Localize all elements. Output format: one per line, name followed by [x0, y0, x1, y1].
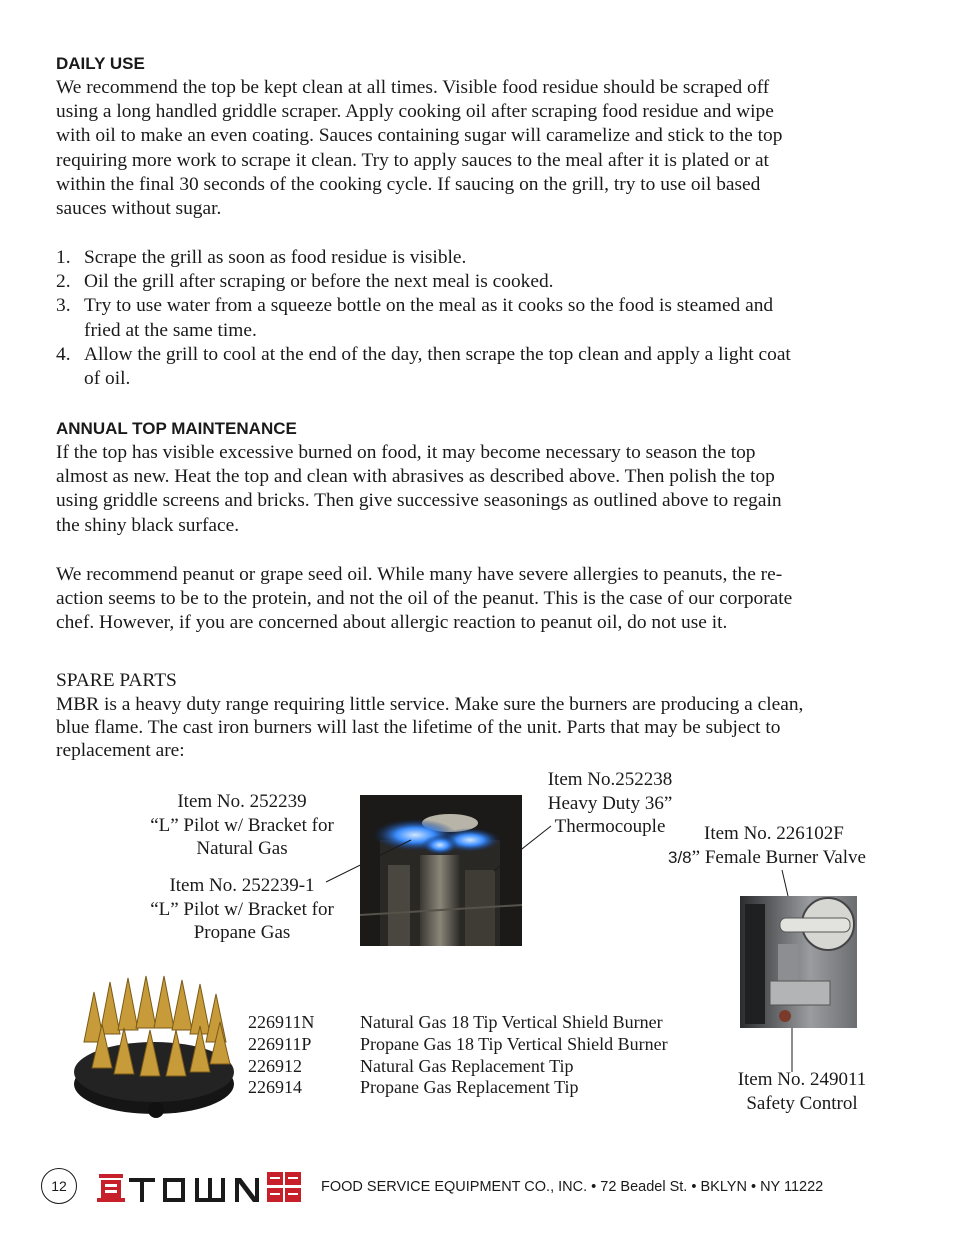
text-line: almost as new. Heat the top and clean with abrasives as described above. Then polish the top — [56, 466, 775, 488]
burner-parts-table — [248, 1012, 718, 1099]
pilot-propane-caption: Item No. 252239-1 “L” Pilot w/ Bracket for Propane Gas — [150, 875, 334, 943]
text-line: requiring more work to scrape it clean. Try to apply sauces to the meal after it is plated or at — [56, 149, 769, 171]
text-line: action seems to be to the protein, and not the oil of the peanut. This is the case of our corporate — [56, 588, 793, 610]
vertical-shield-burner-image — [70, 972, 238, 1118]
town-logo-icon — [97, 1170, 307, 1204]
text-line: replacement are: — [56, 740, 185, 762]
text-line: within the final 30 seconds of the cooking cycle. If saucing on the grill, try to use oil based — [56, 173, 761, 195]
step-item: 2. Oil the grill after scraping or before the next meal is cooked. — [56, 271, 554, 293]
text-line: chef. However, if you are concerned about allergic reaction to peanut oil, do not use it. — [56, 612, 728, 634]
text-line: We recommend peanut or grape seed oil. While many have severe allergies to peanuts, the re- — [56, 564, 783, 585]
step-item: 4. Allow the grill to cool at the end of the day, then scrape the top clean and apply a light coat of oil. — [56, 343, 791, 390]
daily-use-heading: DAILY USE — [56, 54, 145, 73]
burner-photo — [70, 972, 238, 1118]
thermocouple-leader-line — [494, 826, 551, 871]
text-line: using griddle screens and bricks. Then give successive seasonings as outlined above to regain — [56, 490, 782, 512]
pilot-natural-caption: Item No. 252239 “L” Pilot w/ Bracket for Natural Gas — [150, 791, 334, 859]
table-row: 226912 Natural Gas Replacement Tip — [248, 1055, 574, 1076]
text-line: If the top has visible excessive burned on food, it may become necessary to season the top — [56, 442, 756, 463]
burner-valve-image — [740, 896, 857, 1028]
table-row: 226911N Natural Gas 18 Tip Vertical Shield Burner — [248, 1012, 663, 1032]
step-item: 3. Try to use water from a squeeze bottle on the meal as it cooks so the food is steamed and fried at the same time. — [56, 295, 774, 341]
page-number: 12 — [41, 1168, 77, 1204]
table-row: 226911P Propane Gas 18 Tip Vertical Shield Burner — [248, 1033, 668, 1054]
annual-maintenance-heading: ANNUAL TOP MAINTENANCE — [56, 419, 297, 438]
thermocouple-caption: Item No.252238 Heavy Duty 36” Thermocouple — [547, 769, 673, 837]
text-line: blue flame. The cast iron burners will last the lifetime of the unit. Parts that may be subject to — [56, 717, 781, 739]
table-row: 226914 Propane Gas Replacement Tip — [248, 1077, 579, 1098]
safety-control-caption: Item No. 249011 Safety Control — [737, 1069, 867, 1114]
spare-parts-heading: SPARE PARTS — [56, 670, 177, 691]
valve-photo — [740, 896, 857, 1028]
text-line: We recommend the top be kept clean at all times. Visible food residue should be scraped off — [56, 77, 770, 98]
pilot-leader-line — [326, 840, 411, 882]
burner-valve-caption: Item No. 226102F 3/8” Female Burner Valve — [668, 823, 866, 868]
text-line: the shiny black surface. — [56, 514, 240, 536]
town-logo — [97, 1170, 307, 1204]
text-line: MBR is a heavy duty range requiring little service. Make sure the burners are producing a clean, — [56, 694, 804, 715]
footer-address: FOOD SERVICE EQUIPMENT CO., INC. • 72 Beadel St. • BKLYN • NY 11222 — [321, 1179, 824, 1195]
text-line: sauces without sugar. — [56, 198, 222, 220]
step-item: 1. Scrape the grill as soon as food residue is visible. — [56, 247, 467, 268]
text-line: using a long handled griddle scraper. Apply cooking oil after scraping food residue and wipe — [56, 101, 774, 123]
text-line: with oil to make an even coating. Sauces containing sugar will caramelize and stick to the top — [56, 125, 783, 147]
